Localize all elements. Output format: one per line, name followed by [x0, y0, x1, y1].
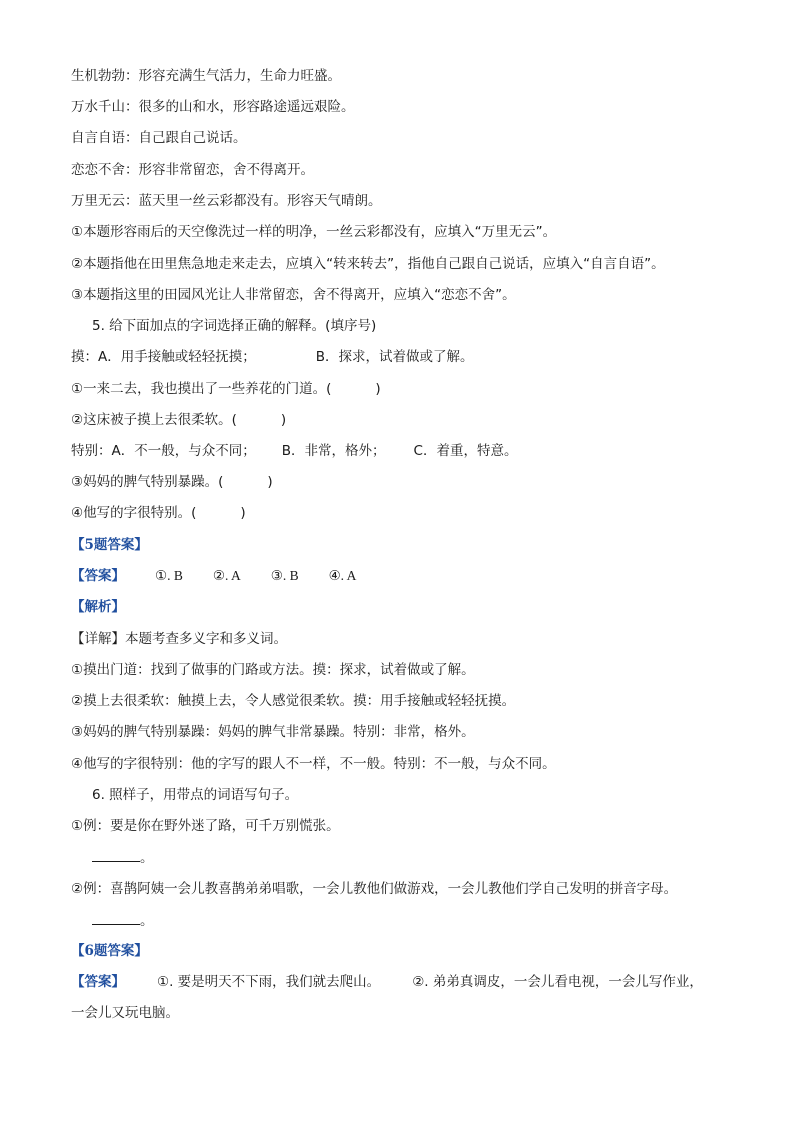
idiom-line: 万里无云：蓝天里一丝云彩都没有。形容天气晴朗。: [71, 193, 382, 209]
q5-explain-line: ②摸上去很柔软：触摸上去，令人感觉很柔软。摸：用手接触或轻轻抚摸。: [71, 693, 516, 709]
fill-blank[interactable]: [92, 911, 140, 925]
q5-sentence-1: [71, 380, 381, 398]
sentence-text: ③妈妈的脾气特别暴躁。(: [71, 474, 224, 490]
q5-analysis-heading: 【解析】: [71, 599, 125, 615]
answer-item: ④. A: [328, 568, 357, 583]
idiom-line: 生机勃勃：形容充满生气活力，生命力旺盛。: [71, 68, 341, 84]
q6-answer-continued: 一会儿又玩电脑。: [71, 1005, 179, 1021]
answer-label: 【答案】: [71, 974, 125, 990]
q5-sentence-4: [71, 504, 246, 522]
q5-explain-line: ③妈妈的脾气特别暴躁：妈妈的脾气非常暴躁。特别：非常，格外。: [71, 724, 475, 740]
q6-title: 6. 照样子，用带点的词语写句子。: [92, 787, 299, 803]
q4-explain-line: ①本题形容雨后的天空像洗过一样的明净，一丝云彩都没有，应填入“万里无云”。: [71, 224, 557, 240]
q5-detail: 【详解】本题考查多义字和多义词。: [71, 631, 287, 647]
tebie-option-c: C．着重，特意。: [413, 443, 518, 459]
q6-answer-blank-1: [92, 848, 154, 867]
paren-close: ): [280, 412, 287, 428]
tebie-option-a: 特别：A．不一般，与众不同；: [71, 443, 256, 459]
answer-item: ②. 弟弟真调皮，一会儿看电视，一会儿写作业，: [412, 974, 703, 990]
q5-sentence-3: [71, 473, 273, 491]
q5-answer-row: [71, 567, 356, 585]
q4-explain-line: ②本题指他在田里焦急地走来走去，应填入“转来转去”，指他自己跟自己说话，应填入“自言自语”。: [71, 256, 665, 272]
answer-item: ①. B: [155, 568, 183, 583]
q6-answer-heading: 【6题答案】: [71, 943, 148, 959]
sentence-text: ①一来二去，我也摸出了一些养花的门道。(: [71, 381, 332, 397]
q5-tebie-options: [71, 442, 517, 460]
paren-close: ): [375, 381, 381, 397]
mo-option-a: 摸：A．用手接触或轻轻抚摸；: [71, 349, 256, 365]
tebie-option-b: B．非常，格外；: [281, 443, 386, 459]
q5-mo-options: [71, 348, 474, 366]
paren-close: ): [240, 505, 246, 521]
q5-sentence-2: [71, 411, 286, 429]
q5-title: 5. 给下面加点的字词选择正确的解释。(填序号): [92, 318, 377, 334]
fill-blank[interactable]: [92, 848, 140, 862]
q6-example-1: ①例：要是你在野外迷了路，可千万别慌张。: [71, 818, 340, 834]
q6-answer-row: [71, 973, 703, 991]
q5-answer-heading: 【5题答案】: [71, 537, 148, 553]
answer-item: ①. 要是明天不下雨，我们就去爬山。: [157, 974, 381, 990]
answer-label: 【答案】: [71, 568, 125, 584]
q6-answer-blank-2: [92, 911, 154, 930]
q5-explain-line: ①摸出门道：找到了做事的门路或方法。摸：探求，试着做或了解。: [71, 662, 475, 678]
idiom-line: 自言自语：自己跟自己说话。: [71, 130, 247, 146]
q6-example-2: ②例：喜鹊阿姨一会儿教喜鹊弟弟唱歌，一会儿教他们做游戏，一会儿教他们学自己发明的拼音字母。: [71, 881, 678, 897]
q5-explain-line: ④他写的字很特别：他的字写的跟人不一样，不一般。特别：不一般，与众不同。: [71, 756, 556, 772]
period: 。: [140, 850, 154, 866]
paren-close: ): [267, 474, 273, 490]
answer-item: ②. A: [212, 568, 241, 583]
sentence-text: ④他写的字很特别。(: [71, 505, 197, 521]
period: 。: [140, 913, 154, 929]
idiom-line: 万水千山：很多的山和水，形容路途遥远艰险。: [71, 99, 355, 115]
mo-option-b: B．探求，试着做或了解。: [315, 349, 474, 365]
answer-item: ③. B: [270, 568, 299, 583]
q4-explain-line: ③本题指这里的田园风光让人非常留恋，舍不得离开，应填入“恋恋不舍”。: [71, 287, 516, 303]
idiom-line: 恋恋不舍：形容非常留恋，舍不得离开。: [71, 162, 314, 178]
sentence-text: ②这床被子摸上去很柔软。(: [71, 412, 237, 428]
